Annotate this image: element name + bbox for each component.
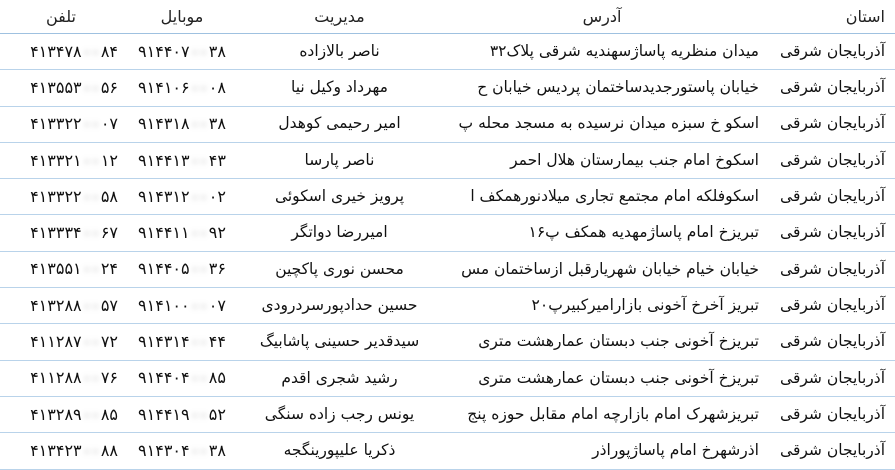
phone-number-redacted: ۰۰: [82, 332, 100, 352]
phone-number-redacted: ۰۰: [82, 404, 100, 424]
phone-number-start: ۴۱۳۵۵۳: [30, 77, 82, 97]
mobile-number-end: ۳۸: [208, 114, 226, 134]
mobile-number-end: ۰۸: [208, 77, 226, 97]
mobile-cell: [122, 215, 242, 250]
mobile-number-redacted: ۰۰: [190, 295, 208, 315]
mobile-number-redacted: ۰۰: [190, 150, 208, 170]
phone-number-end: ۲۴: [100, 259, 118, 279]
mobile-number-redacted: ۰۰: [190, 223, 208, 243]
phone-number: [30, 261, 118, 277]
phone-number-end: ۵۶: [100, 77, 118, 97]
mobile-number: [138, 225, 226, 241]
phone-number-end: ۸۴: [100, 41, 118, 61]
table-row: [0, 324, 895, 360]
phone-cell: [0, 324, 122, 359]
mobile-number-start: ۹۱۴۴۱۹: [138, 404, 190, 424]
mobile-number-redacted: ۰۰: [190, 186, 208, 206]
phone-number: [30, 186, 118, 206]
manager-cell: سیدقدیر حسینی پاشابیگ: [259, 332, 420, 351]
phone-number-start: ۴۱۳۳۲۱: [30, 150, 82, 170]
manager-cell: حسین حدادپورسردرودی: [261, 295, 418, 314]
mobile-cell: [122, 433, 242, 468]
phone-number-redacted: ۰۰: [82, 368, 100, 388]
mobile-number-start: ۹۱۴۳۱۸: [138, 114, 190, 134]
province-cell: آذربایجان شرقی: [780, 441, 885, 460]
phone-number-end: ۷۲: [100, 332, 118, 352]
phone-number: [30, 116, 118, 132]
manager-cell: ذکریا علیپورینگجه: [283, 441, 396, 460]
mobile-number-start: ۹۱۴۴۰۴: [138, 368, 190, 388]
mobile-cell: [122, 70, 242, 105]
mobile-number: [138, 186, 226, 206]
manager-cell: ناصر بالازاده: [299, 41, 380, 60]
mobile-number-start: ۹۱۴۴۱۱: [138, 223, 190, 243]
phone-number-start: ۴۱۳۵۵۱: [30, 259, 82, 279]
table-row: [0, 361, 895, 397]
table-row: [0, 143, 895, 179]
phone-number-redacted: ۰۰: [82, 186, 100, 206]
manager-cell: رشید شجری اقدم: [281, 368, 398, 387]
phone-number-redacted: ۰۰: [82, 259, 100, 279]
phone-number-redacted: ۰۰: [82, 114, 100, 134]
mobile-number: [138, 295, 226, 315]
address-cell: تبریز آخرخ آخونی بازارامیرکبیرپ۲۰: [531, 295, 759, 314]
province-cell: آذربایجان شرقی: [780, 332, 885, 351]
mobile-number: [138, 77, 226, 97]
manager-cell: امیر رحیمی کوهدل: [278, 114, 401, 133]
table-row: [0, 34, 895, 70]
phone-cell: [0, 70, 122, 105]
table-row: [0, 288, 895, 324]
phone-number-end: ۵۸: [100, 186, 118, 206]
table-row: [0, 107, 895, 143]
table-row: [0, 215, 895, 251]
manager-cell: امیررضا دواتگر: [291, 223, 388, 242]
mobile-cell: [122, 397, 242, 432]
phone-cell: [0, 215, 122, 250]
mobile-number-end: ۰۲: [208, 186, 226, 206]
mobile-number: [138, 404, 226, 424]
mobile-number-redacted: ۰۰: [190, 259, 208, 279]
address-cell: خیابان پاستورجدیدساختمان پردیس خیابان ح: [477, 78, 759, 97]
header-manager: مدیریت: [314, 6, 365, 26]
phone-number-start: ۴۱۳۲۸۹: [30, 404, 82, 424]
province-cell: آذربایجان شرقی: [780, 150, 885, 169]
mobile-number-end: ۳۸: [208, 440, 226, 460]
phone-number-start: ۴۱۳۴۷۸: [30, 41, 82, 61]
address-cell: تبریزخ آخونی جنب دبستان عمارهشت متری: [478, 332, 759, 351]
phone-cell: [0, 107, 122, 142]
phone-cell: [0, 34, 122, 69]
province-cell: آذربایجان شرقی: [780, 223, 885, 242]
manager-cell: پرویز خیری اسکوئی: [274, 187, 405, 206]
phone-cell: [0, 179, 122, 214]
mobile-number-redacted: ۰۰: [190, 404, 208, 424]
mobile-cell: [122, 34, 242, 69]
mobile-number-redacted: ۰۰: [190, 440, 208, 460]
phone-number-start: ۴۱۱۲۸۷: [30, 332, 82, 352]
address-cell: اسکوفلکه امام مجتمع تجاری میلادنورهمکف ا: [470, 187, 759, 206]
address-cell: تبریزشهرک امام بازارچه امام مقابل حوزه پنج: [467, 404, 759, 423]
mobile-number-redacted: ۰۰: [190, 332, 208, 352]
phone-number-end: ۷۶: [100, 368, 118, 388]
phone-cell: [0, 143, 122, 178]
mobile-number-start: ۹۱۴۴۰۷: [138, 41, 190, 61]
mobile-cell: [122, 324, 242, 359]
mobile-number: [138, 41, 226, 61]
mobile-cell: [122, 361, 242, 396]
manager-cell: مهرداد وکیل نیا: [291, 78, 388, 97]
phone-cell: [0, 288, 122, 323]
phone-number: [30, 404, 118, 424]
phone-number-end: ۸۸: [100, 440, 118, 460]
mobile-number: [138, 440, 226, 460]
mobile-number-start: ۹۱۴۱۰۶: [138, 77, 190, 97]
mobile-number-end: ۵۲: [208, 404, 226, 424]
table-row: [0, 70, 895, 106]
phone-number-redacted: ۰۰: [82, 223, 100, 243]
phone-number: [30, 440, 118, 460]
header-address: آدرس: [582, 6, 622, 26]
province-cell: آذربایجان شرقی: [780, 295, 885, 314]
phone-number-end: ۸۵: [100, 404, 118, 424]
mobile-number: [138, 261, 226, 277]
table-row: [0, 179, 895, 215]
mobile-number-start: ۹۱۴۴۱۳: [138, 150, 190, 170]
phone-number-end: ۶۷: [100, 223, 118, 243]
manager-cell: ناصر پارسا: [304, 150, 375, 169]
phone-cell: [0, 433, 122, 468]
phone-number-start: ۴۱۳۲۸۸: [30, 295, 82, 315]
phone-number: [30, 225, 118, 241]
address-cell: خیابان خیام خیابان شهریارقبل ازساختمان مس: [461, 259, 759, 278]
phone-number-end: ۱۲: [100, 150, 118, 170]
phone-number-start: ۴۱۳۳۲۲: [30, 186, 82, 206]
phone-number-redacted: ۰۰: [82, 295, 100, 315]
province-cell: آذربایجان شرقی: [780, 78, 885, 97]
phone-number-redacted: ۰۰: [82, 41, 100, 61]
phone-number: [30, 41, 118, 61]
province-cell: آذربایجان شرقی: [780, 114, 885, 133]
address-cell: میدان منظریه پاساژسهندیه شرقی پلاک۳۲: [489, 41, 759, 60]
mobile-number-end: ۴۳: [208, 150, 226, 170]
mobile-number-start: ۹۱۴۳۰۴: [138, 440, 190, 460]
phone-number-end: ۵۷: [100, 295, 118, 315]
province-cell: آذربایجان شرقی: [780, 368, 885, 387]
phone-number-start: ۴۱۳۳۲۲: [30, 114, 82, 134]
mobile-number-redacted: ۰۰: [190, 368, 208, 388]
mobile-number: [138, 370, 226, 386]
mobile-cell: [122, 288, 242, 323]
province-cell: آذربایجان شرقی: [780, 259, 885, 278]
address-cell: تبریزخ امام پاساژمهدیه همکف پ۱۶: [528, 223, 759, 242]
phone-number: [30, 370, 118, 386]
table-row: [0, 433, 895, 469]
table-header-row: [0, 0, 895, 34]
header-mobile: موبایل: [160, 6, 204, 26]
phone-number-redacted: ۰۰: [82, 440, 100, 460]
mobile-number-end: ۹۲: [208, 223, 226, 243]
phone-number: [30, 295, 118, 315]
province-cell: آذربایجان شرقی: [780, 41, 885, 60]
table-row: [0, 252, 895, 288]
mobile-cell: [122, 143, 242, 178]
mobile-number-end: ۴۴: [208, 332, 226, 352]
phone-number: [30, 150, 118, 170]
manager-cell: یونس رجب زاده سنگی: [264, 404, 415, 423]
mobile-number-redacted: ۰۰: [190, 77, 208, 97]
header-province: استان: [845, 6, 885, 26]
phone-cell: [0, 397, 122, 432]
mobile-number: [138, 334, 226, 350]
province-cell: آذربایجان شرقی: [780, 187, 885, 206]
phone-number: [30, 77, 118, 97]
mobile-cell: [122, 107, 242, 142]
table-row: [0, 397, 895, 433]
manager-cell: محسن نوری پاکچین: [275, 259, 404, 278]
phone-number-redacted: ۰۰: [82, 150, 100, 170]
mobile-number-redacted: ۰۰: [190, 41, 208, 61]
table-body: [0, 34, 895, 470]
address-cell: اسکو خ سبزه میدان نرسیده به مسجد محله پ: [458, 114, 759, 133]
province-cell: آذربایجان شرقی: [780, 404, 885, 423]
header-phone: تلفن: [45, 6, 77, 26]
mobile-number-end: ۸۵: [208, 368, 226, 388]
address-cell: تبریزخ آخونی جنب دبستان عمارهشت متری: [478, 368, 759, 387]
phone-cell: [0, 252, 122, 287]
mobile-number-end: ۳۸: [208, 41, 226, 61]
phone-number-start: ۴۱۱۲۸۸: [30, 368, 82, 388]
phone-number-start: ۴۱۳۴۲۳: [30, 440, 82, 460]
mobile-number-start: ۹۱۴۳۱۴: [138, 332, 190, 352]
mobile-number-start: ۹۱۴۳۱۲: [138, 186, 190, 206]
mobile-number: [138, 150, 226, 170]
mobile-number: [138, 116, 226, 132]
mobile-number-start: ۹۱۴۴۰۵: [138, 259, 190, 279]
mobile-number-redacted: ۰۰: [190, 114, 208, 134]
phone-number-end: ۰۷: [100, 114, 118, 134]
mobile-number-start: ۹۱۴۱۰۰: [138, 295, 190, 315]
mobile-cell: [122, 179, 242, 214]
phone-number-start: ۴۱۳۳۳۴: [30, 223, 82, 243]
address-cell: اذرشهرخ امام پاساژپوراذر: [592, 441, 759, 460]
address-cell: اسکوخ امام جنب بیمارستان هلال احمر: [510, 150, 759, 169]
phone-number-redacted: ۰۰: [82, 77, 100, 97]
mobile-cell: [122, 252, 242, 287]
mobile-number-end: ۳۶: [208, 259, 226, 279]
phone-cell: [0, 361, 122, 396]
mobile-number-end: ۰۷: [208, 295, 226, 315]
phone-number: [30, 334, 118, 350]
